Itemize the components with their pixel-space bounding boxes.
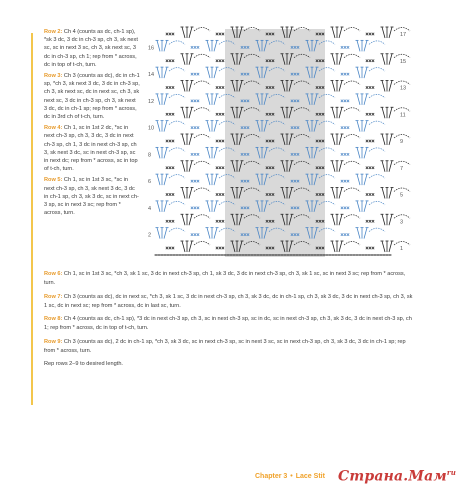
chain-arc bbox=[394, 28, 410, 32]
dc-stitch bbox=[164, 174, 167, 185]
foundation-chain bbox=[179, 254, 182, 256]
row-instruction bbox=[44, 315, 414, 334]
chain-arc bbox=[344, 188, 360, 192]
dc-stitch bbox=[382, 161, 385, 172]
dc-stitch bbox=[182, 81, 185, 92]
foundation-chain bbox=[209, 254, 212, 256]
dc-stitch bbox=[389, 81, 392, 92]
row-text: Ch 1, sc in 1st 3 sc, *sc in next ch-3 sp, ch 3, sk next 3 dc, 3 dc in ch-1 sp, ch 3, sk 3 dc, sc in next ch-3 sp, sc in next 3 sc; rep from * across, turn. bbox=[44, 177, 139, 217]
dc-stitch bbox=[382, 214, 385, 225]
dc-stitch bbox=[357, 67, 360, 78]
chain-arc bbox=[194, 54, 210, 58]
row-instruction bbox=[44, 124, 140, 173]
chain-arc bbox=[194, 28, 210, 32]
dc-stitch bbox=[214, 147, 217, 158]
foundation-chain bbox=[197, 254, 200, 256]
dc-stitch bbox=[364, 67, 367, 78]
chain-arc bbox=[344, 161, 360, 165]
chain-arc bbox=[169, 175, 185, 179]
row-number: 2 bbox=[148, 232, 152, 239]
footer bbox=[255, 473, 325, 480]
chain-arc bbox=[194, 188, 210, 192]
row-text: Ch 1, sc in 1st 3 sc, *ch 3, sk 1 sc, 3 dc in next ch-3 sp, ch 1, sk 3 dc, 3 dc in next ch-3 sp, ch 3, sk 1 sc, sc in next 3 sc; rep from * across, turn. bbox=[44, 271, 406, 287]
dc-stitch bbox=[214, 67, 217, 78]
foundation-chain bbox=[164, 254, 167, 256]
row-number: 9 bbox=[400, 139, 404, 145]
dc-stitch bbox=[364, 40, 367, 51]
dc-stitch bbox=[214, 174, 217, 185]
dc-stitch bbox=[157, 94, 160, 105]
dc-stitch bbox=[164, 228, 167, 239]
chain-arc bbox=[344, 215, 360, 219]
dc-stitch bbox=[357, 40, 360, 51]
row-number: 4 bbox=[148, 205, 152, 212]
dc-stitch bbox=[214, 40, 217, 51]
foundation-chain bbox=[365, 254, 368, 256]
foundation-chain bbox=[167, 254, 170, 256]
dc-stitch bbox=[207, 67, 210, 78]
dc-stitch bbox=[189, 161, 192, 172]
dc-stitch bbox=[189, 81, 192, 92]
watermark-sup: ru bbox=[446, 468, 456, 477]
foundation-chain bbox=[326, 254, 329, 256]
foundation-chain bbox=[344, 254, 347, 256]
foundation-chain bbox=[371, 254, 374, 256]
dc-stitch bbox=[189, 107, 192, 118]
chain-arc bbox=[369, 228, 385, 232]
dc-stitch bbox=[207, 174, 210, 185]
foundation-chain bbox=[347, 254, 350, 256]
dc-stitch bbox=[339, 134, 342, 145]
chain-arc bbox=[169, 228, 185, 232]
dc-stitch bbox=[382, 27, 385, 38]
chain-arc bbox=[169, 201, 185, 205]
watermark-text2: Мам bbox=[408, 468, 447, 485]
row-number: 11 bbox=[400, 112, 406, 119]
dc-stitch bbox=[164, 40, 167, 51]
chain-arc bbox=[169, 121, 185, 125]
foundation-chain bbox=[161, 254, 164, 256]
row-label: Row 4: bbox=[44, 125, 63, 132]
foundation-chain bbox=[338, 254, 341, 256]
dc-stitch bbox=[207, 147, 210, 158]
watermark-logo bbox=[338, 468, 456, 485]
foundation-chain bbox=[200, 254, 203, 256]
foundation-chain bbox=[374, 254, 377, 256]
dc-stitch bbox=[189, 134, 192, 145]
chart-svg bbox=[148, 26, 415, 260]
dc-stitch bbox=[189, 27, 192, 38]
row-number: 16 bbox=[148, 45, 155, 52]
dc-stitch bbox=[332, 27, 335, 38]
chain-arc bbox=[169, 68, 185, 72]
row-number: 1 bbox=[400, 246, 404, 252]
foundation-chain bbox=[206, 254, 209, 256]
dc-stitch bbox=[157, 40, 160, 51]
dc-stitch bbox=[357, 228, 360, 239]
chain-arc bbox=[394, 188, 410, 192]
foundation-chain bbox=[362, 254, 365, 256]
row-number: 10 bbox=[148, 125, 155, 132]
dc-stitch bbox=[157, 121, 160, 132]
dc-stitch bbox=[164, 201, 167, 212]
row-instruction bbox=[44, 293, 414, 312]
dc-stitch bbox=[339, 107, 342, 118]
dc-stitch bbox=[214, 94, 217, 105]
dc-stitch bbox=[157, 228, 160, 239]
foundation-chain bbox=[377, 254, 380, 256]
dc-stitch bbox=[207, 121, 210, 132]
dc-stitch bbox=[189, 214, 192, 225]
dc-stitch bbox=[182, 54, 185, 65]
row-number: 13 bbox=[400, 85, 407, 92]
row-instruction bbox=[44, 28, 140, 69]
foundation-chain bbox=[194, 254, 197, 256]
dc-stitch bbox=[389, 214, 392, 225]
chain-arc bbox=[194, 135, 210, 139]
dc-stitch bbox=[382, 188, 385, 199]
dc-stitch bbox=[389, 27, 392, 38]
foundation-chain bbox=[335, 254, 338, 256]
dc-stitch bbox=[182, 161, 185, 172]
dc-stitch bbox=[389, 188, 392, 199]
chain-arc bbox=[394, 135, 410, 139]
foundation-chain bbox=[368, 254, 371, 256]
dc-stitch bbox=[182, 27, 185, 38]
foundation-chain bbox=[203, 254, 206, 256]
foundation-chain bbox=[215, 254, 218, 256]
dc-stitch bbox=[382, 81, 385, 92]
dc-stitch bbox=[339, 54, 342, 65]
dc-stitch bbox=[332, 241, 335, 252]
chain-arc bbox=[194, 108, 210, 112]
chain-arc bbox=[394, 161, 410, 165]
dc-stitch bbox=[189, 188, 192, 199]
dc-stitch bbox=[357, 94, 360, 105]
row-number: 6 bbox=[148, 179, 152, 186]
foundation-chain bbox=[389, 254, 392, 256]
row-instruction bbox=[44, 360, 414, 369]
dc-stitch bbox=[182, 134, 185, 145]
instructions-bottom bbox=[44, 270, 414, 374]
chain-arc bbox=[394, 81, 410, 85]
dc-stitch bbox=[389, 107, 392, 118]
row-text: Ch 3 (counts as dc), dc in ch-1 sp, *ch 3, sk next 3 dc, 3 dc in ch-3 sp, ch 3, sk next sc, dc in next sc, ch 3, sk next sc, 3 dc in ch-3 sp, ch 3, sk next 3 dc, dc in ch-1 sp; rep from * across, dc in 3rd ch of t-ch, turn. bbox=[44, 73, 140, 121]
row-number: 8 bbox=[148, 152, 152, 159]
dc-stitch bbox=[389, 54, 392, 65]
foundation-chain bbox=[191, 254, 194, 256]
dc-stitch bbox=[214, 228, 217, 239]
foundation-chain bbox=[173, 254, 176, 256]
dc-stitch bbox=[364, 174, 367, 185]
foundation-chain bbox=[350, 254, 353, 256]
chain-arc bbox=[369, 68, 385, 72]
dc-stitch bbox=[214, 121, 217, 132]
chain-arc bbox=[169, 94, 185, 98]
footer-title: Lace Stit bbox=[295, 473, 325, 480]
chain-arc bbox=[169, 41, 185, 45]
foundation-chain bbox=[383, 254, 386, 256]
foundation-chain bbox=[212, 254, 215, 256]
dc-stitch bbox=[389, 241, 392, 252]
dc-stitch bbox=[164, 94, 167, 105]
chain-arc bbox=[369, 175, 385, 179]
chain-arc bbox=[369, 148, 385, 152]
dc-stitch bbox=[339, 81, 342, 92]
dc-stitch bbox=[189, 54, 192, 65]
row-text: Ch 3 (counts as dc), 2 dc in ch-1 sp, *ch 3, sk 3 dc, sc in next ch-3 sp, sc in next 3 sc, sc in next ch-3 sp, ch 3, sk 3 dc, 3 dc in ch-1 sp; rep from * across, turn. bbox=[44, 338, 406, 355]
row-label: Row 5: bbox=[44, 177, 63, 184]
row-number: 17 bbox=[400, 32, 407, 38]
foundation-chain bbox=[332, 254, 335, 256]
foundation-chain bbox=[218, 254, 221, 256]
dc-stitch bbox=[382, 54, 385, 65]
row-number: 3 bbox=[400, 219, 404, 226]
dc-stitch bbox=[357, 147, 360, 158]
chain-arc bbox=[394, 54, 410, 58]
dc-stitch bbox=[357, 174, 360, 185]
foundation-chain bbox=[341, 254, 344, 256]
row-number: 5 bbox=[400, 192, 404, 199]
chain-arc bbox=[344, 108, 360, 112]
row-instruction bbox=[44, 270, 414, 289]
chain-arc bbox=[344, 81, 360, 85]
dc-stitch bbox=[207, 201, 210, 212]
dc-stitch bbox=[364, 94, 367, 105]
dc-stitch bbox=[339, 214, 342, 225]
dc-stitch bbox=[332, 161, 335, 172]
foundation-chain bbox=[386, 254, 389, 256]
row-number: 12 bbox=[148, 98, 155, 105]
dc-stitch bbox=[164, 121, 167, 132]
chain-arc bbox=[194, 215, 210, 219]
chain-arc bbox=[344, 54, 360, 58]
dc-stitch bbox=[214, 201, 217, 212]
foundation-chain bbox=[182, 254, 185, 256]
dc-stitch bbox=[157, 147, 160, 158]
chain-arc bbox=[394, 215, 410, 219]
foundation-chain bbox=[359, 254, 362, 256]
dc-stitch bbox=[157, 67, 160, 78]
row-label: Row 7: bbox=[44, 293, 63, 300]
row-number: 7 bbox=[400, 165, 404, 172]
foundation-chain bbox=[221, 254, 224, 256]
row-label: Row 9: bbox=[44, 338, 63, 345]
dc-stitch bbox=[332, 214, 335, 225]
dc-stitch bbox=[389, 161, 392, 172]
watermark-text: Страна bbox=[338, 468, 404, 485]
accent-bar bbox=[31, 33, 33, 405]
chain-arc bbox=[344, 28, 360, 32]
chain-arc bbox=[369, 121, 385, 125]
row-label: Row 6: bbox=[44, 271, 63, 277]
chain-arc bbox=[194, 81, 210, 85]
dc-stitch bbox=[339, 27, 342, 38]
chain-arc bbox=[344, 135, 360, 139]
dc-stitch bbox=[364, 201, 367, 212]
dc-stitch bbox=[182, 188, 185, 199]
row-label: Row 2: bbox=[44, 29, 63, 35]
dc-stitch bbox=[207, 94, 210, 105]
dc-stitch bbox=[332, 81, 335, 92]
dc-stitch bbox=[382, 134, 385, 145]
instructions-left bbox=[44, 28, 140, 220]
footer-chapter: Chapter 3 bbox=[255, 473, 288, 480]
foundation-chain bbox=[329, 254, 332, 256]
row-number: 15 bbox=[400, 58, 407, 65]
dc-stitch bbox=[339, 188, 342, 199]
row-text: Rep rows 2–9 to desired length. bbox=[44, 361, 123, 368]
dc-stitch bbox=[182, 107, 185, 118]
dc-stitch bbox=[189, 241, 192, 252]
dc-stitch bbox=[182, 241, 185, 252]
dc-stitch bbox=[357, 121, 360, 132]
row-instruction bbox=[44, 72, 140, 121]
row-instruction bbox=[44, 338, 414, 357]
chain-arc bbox=[194, 242, 210, 246]
dc-stitch bbox=[182, 214, 185, 225]
chain-arc bbox=[369, 201, 385, 205]
dc-stitch bbox=[164, 67, 167, 78]
row-text: Ch 1, sc in 1st 2 dc, *sc in next ch-3 sp, ch 3, 3 dc, 3 dc in next ch-3 sp, ch 1, 3 dc in next ch-3 sp, ch 3, sk next 3 dc, sc in next ch-3 sp, sc in next dc; rep from * across, sc in top of t-ch, turn. bbox=[44, 125, 138, 173]
chain-arc bbox=[344, 242, 360, 246]
dc-stitch bbox=[364, 147, 367, 158]
footer-bullet: • bbox=[290, 473, 293, 480]
foundation-chain bbox=[176, 254, 179, 256]
row-text: Ch 3 (counts as dc), dc in next sc, *ch 3, sk 1 sc, 3 dc in next ch-3 sp, ch 3, sk 3 dc, dc in ch-1 sp, ch 3, sk 3 dc, 3 dc in next ch-3 sp, ch 3, sk 1 sc, dc in next sc; rep from * across, dc in last sc, turn. bbox=[44, 293, 413, 309]
row-text: Ch 4 (counts as dc, ch-1 sp), *sk 3 dc, 3 dc in ch-3 sp, ch 3, sk next sc, sc in next 3 sc, ch 3, sk next sc, 3 dc in ch-3 sp, ch 1; rep from * across, dc in top of t-ch, turn. bbox=[44, 29, 138, 68]
chain-arc bbox=[394, 108, 410, 112]
dc-stitch bbox=[207, 228, 210, 239]
dc-stitch bbox=[164, 147, 167, 158]
crochet-chart bbox=[148, 26, 415, 260]
row-instruction bbox=[44, 176, 140, 217]
foundation-chain bbox=[158, 254, 161, 256]
dc-stitch bbox=[339, 241, 342, 252]
row-number: 14 bbox=[148, 72, 155, 79]
dc-stitch bbox=[339, 161, 342, 172]
dc-stitch bbox=[157, 201, 160, 212]
watermark-dot: . bbox=[403, 468, 409, 485]
foundation-chain bbox=[155, 254, 158, 256]
foundation-chain bbox=[185, 254, 188, 256]
foundation-chain bbox=[353, 254, 356, 256]
row-label: Row 8: bbox=[44, 316, 63, 323]
dc-stitch bbox=[389, 134, 392, 145]
foundation-chain bbox=[356, 254, 359, 256]
dc-stitch bbox=[332, 54, 335, 65]
foundation-chain bbox=[380, 254, 383, 256]
dc-stitch bbox=[357, 201, 360, 212]
row-label: Row 3: bbox=[44, 73, 63, 80]
foundation-chain bbox=[188, 254, 191, 256]
row-text: Ch 4 (counts as dc, ch-1 sp), *3 dc in next ch-3 sp, ch 3, sc in next ch-3 sp, sc in dc, sc in next ch-3 sp, ch 3, sk 3 dc, 3 dc in next ch-3 sp, ch 1; rep from * across, dc in top of t-ch, turn. bbox=[44, 316, 412, 332]
dc-stitch bbox=[332, 107, 335, 118]
dc-stitch bbox=[332, 134, 335, 145]
dc-stitch bbox=[157, 174, 160, 185]
chain-arc bbox=[169, 148, 185, 152]
dc-stitch bbox=[332, 188, 335, 199]
dc-stitch bbox=[382, 241, 385, 252]
dc-stitch bbox=[207, 40, 210, 51]
foundation-chain bbox=[170, 254, 173, 256]
chain-arc bbox=[369, 94, 385, 98]
chain-arc bbox=[394, 242, 410, 246]
dc-stitch bbox=[364, 121, 367, 132]
chain-arc bbox=[369, 41, 385, 45]
chain-arc bbox=[194, 161, 210, 165]
dc-stitch bbox=[382, 107, 385, 118]
dc-stitch bbox=[364, 228, 367, 239]
